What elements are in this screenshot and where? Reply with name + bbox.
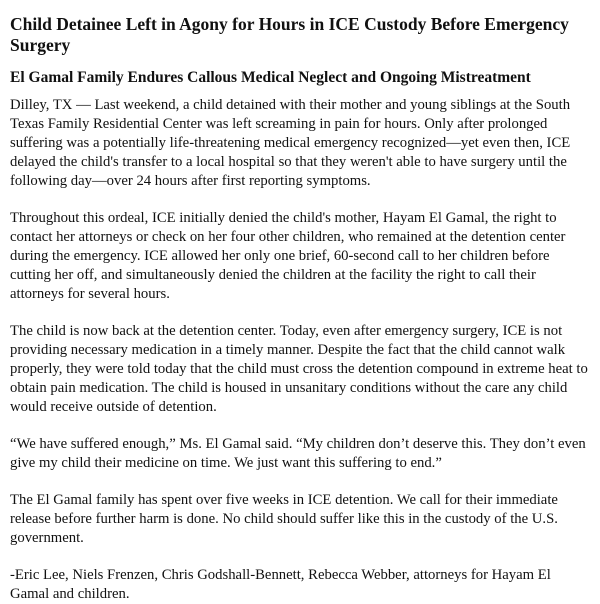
paragraph-quote: “We have suffered enough,” Ms. El Gamal said. “My children don’t deserve this. They don’t even give my child their medicine on time. We just want this suffering to end.” <box>10 436 586 471</box>
headline: Child Detainee Left in Agony for Hours in ICE Custody Before Emergency Surgery <box>10 14 569 55</box>
paragraph-current-condition: The child is now back at the detention center. Today, even after emergency surgery, ICE is not providing necessary medication in a timely manner. Despite the fact that the child cannot walk properly, they were told today that the child must cross the detention compound in extreme heat to obtain pain medication. The child is housed in unsanitary conditions without the care any child would receive outside of detention. <box>10 323 588 415</box>
subheadline: El Gamal Family Endures Callous Medical Neglect and Ongoing Mistreatment <box>10 69 531 86</box>
paragraph-call-to-action: The El Gamal family has spent over five weeks in ICE detention. We call for their immediate release before further harm is done. No child should suffer like this in the custody of the U.S. government. <box>10 492 558 546</box>
paragraph-dateline: Dilley, TX — Last weekend, a child detained with their mother and young siblings at the South Texas Family Residential Center was left screaming in pain for hours. Only after prolonged suffering was a potentially life-threatening medical emergency recognized—yet even then, ICE delayed the child's transfer to a local hospital so that they weren't able to have surgery until the following day—over 24 hours after first reporting symptoms. <box>10 97 571 189</box>
paragraph-signature: -Eric Lee, Niels Frenzen, Chris Godshall-Bennett, Rebecca Webber, attorneys for Hayam El Gamal and children. <box>10 567 551 602</box>
paragraph-ordeal: Throughout this ordeal, ICE initially denied the child's mother, Hayam El Gamal, the right to contact her attorneys or check on her four other children, who remained at the detention center during the emergency. ICE allowed her only one brief, 60-second call to her children before cutting her off, and simultaneously denied the children at the facility the right to call their attorneys for several hours. <box>10 210 566 302</box>
